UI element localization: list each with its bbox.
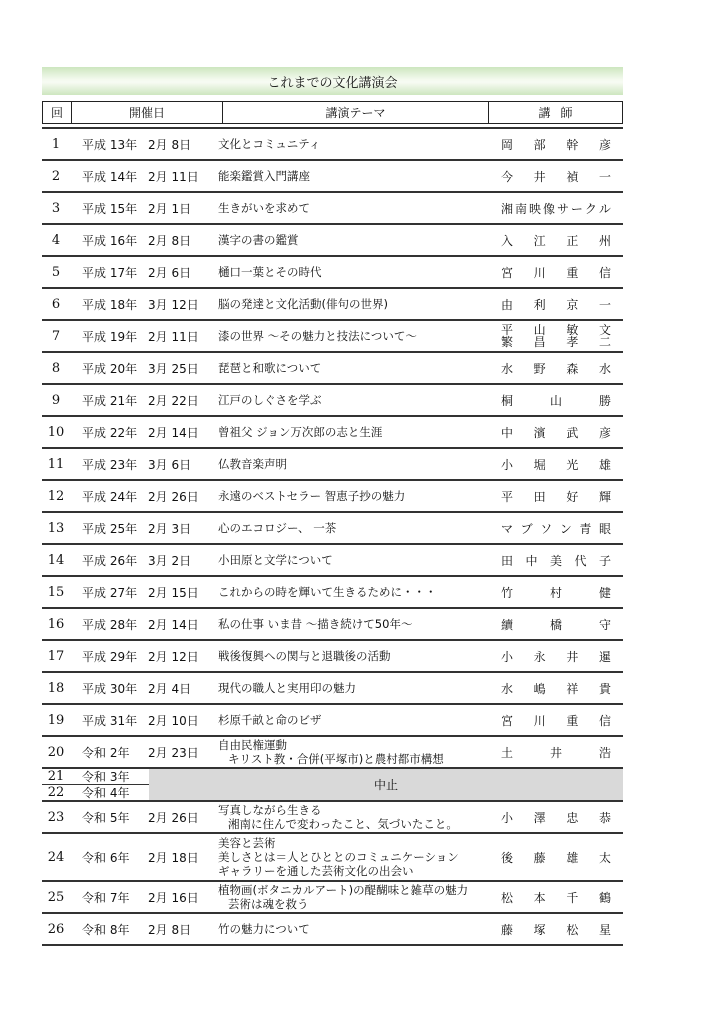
table-row	[42, 351, 623, 383]
lecturer-char: 輝	[598, 489, 611, 504]
page-title: これまでの文化講演会	[42, 67, 623, 95]
lecturer-char: 千	[566, 890, 579, 905]
row-year: 平成 19年	[82, 329, 138, 344]
row-date: 2月 23日	[148, 745, 199, 760]
lecturer-char: 藤	[533, 850, 546, 865]
theme-line: 漆の世界 ～その魅力と技法について～	[218, 329, 417, 343]
lecturer-char: 敏	[566, 323, 579, 337]
lecturer-char: ブ	[520, 521, 533, 536]
row-number: 8	[51, 360, 61, 376]
lecturer-char: 今	[501, 169, 514, 184]
table-row	[42, 319, 623, 351]
row-theme	[218, 883, 501, 911]
row-year: 令和 4年	[82, 786, 130, 800]
row-year: 令和 6年	[82, 850, 130, 865]
row-number: 23	[47, 809, 65, 825]
row-number: 15	[47, 584, 65, 600]
lecturer-line	[501, 336, 611, 348]
lecturer-char: 雄	[566, 850, 579, 865]
lecturer-char: 橋	[549, 617, 562, 632]
row-year: 平成 22年	[82, 425, 138, 440]
lecturer-char: 水	[598, 361, 611, 376]
lecturer-char: 澤	[533, 810, 546, 825]
row-date: 2月 6日	[148, 265, 192, 280]
table-row	[42, 832, 623, 880]
lecturer-char: 續	[501, 617, 514, 632]
lecturer-char: 鶴	[598, 890, 611, 905]
row-date: 2月 18日	[148, 850, 199, 865]
lecturer-char: 幹	[566, 137, 579, 152]
theme-line: 琵琶と和歌について	[218, 361, 322, 375]
row-theme	[218, 457, 501, 471]
lecturer-char: 藤	[501, 922, 514, 937]
row-year: 令和 5年	[82, 810, 130, 825]
theme-line: 美容と芸術	[218, 836, 276, 850]
row-lecturer	[501, 136, 623, 153]
lecturer-char: 利	[533, 297, 546, 312]
row-year: 平成 30年	[82, 681, 138, 696]
row-year: 平成 14年	[82, 169, 138, 184]
row-theme	[218, 521, 501, 535]
theme-line: 漢字の書の鑑賞	[218, 233, 299, 247]
lecturer-char: 彦	[598, 137, 611, 152]
theme-line: 文化とコミュニティ	[218, 137, 321, 151]
table-header	[42, 101, 623, 124]
row-date: 3月 12日	[148, 297, 199, 312]
row-lecturer	[501, 616, 623, 633]
row-number: 24	[47, 849, 65, 865]
lecturer-char: 眼	[598, 521, 611, 536]
row-number: 17	[47, 648, 65, 664]
lecturer-char: 昌	[533, 335, 546, 349]
row-lecturer	[501, 552, 623, 569]
row-theme	[218, 681, 501, 695]
table-row	[42, 511, 623, 543]
row-number: 14	[47, 552, 65, 568]
row-year: 令和 7年	[82, 890, 130, 905]
cancelled-label: 中止	[149, 769, 623, 800]
table-row	[42, 287, 623, 319]
lecturer-char: 浩	[598, 745, 611, 760]
lecturer-char: 太	[598, 850, 611, 865]
table-row	[42, 127, 623, 159]
row-number: 21	[47, 769, 65, 784]
lecturer-char: 湘	[501, 201, 514, 216]
theme-line: 戦後復興への関与と退職後の活動	[218, 649, 391, 663]
row-number: 10	[47, 424, 65, 440]
lecturer-char: 武	[566, 425, 579, 440]
row-number: 11	[47, 456, 65, 472]
lecturer-char: 中	[501, 425, 514, 440]
lecturer-char: 子	[598, 553, 611, 568]
table-row	[42, 912, 623, 946]
table-row	[42, 607, 623, 639]
theme-line: 現代の職人と実用印の魅力	[218, 681, 356, 695]
theme-line: 竹の魅力について	[218, 922, 310, 936]
table-row	[42, 479, 623, 511]
lecturer-char: 健	[598, 585, 611, 600]
row-year: 平成 23年	[82, 457, 138, 472]
table-row	[42, 415, 623, 447]
lecturer-char: 田	[501, 553, 514, 568]
table-row	[42, 543, 623, 575]
lecturer-char: 勝	[598, 393, 611, 408]
lecturer-char: 繁	[501, 335, 514, 349]
row-year: 平成 27年	[82, 585, 138, 600]
row-lecturer	[501, 264, 623, 281]
lecturer-char: 重	[566, 265, 579, 280]
row-year: 平成 18年	[82, 297, 138, 312]
lecturer-char: 岡	[501, 137, 514, 152]
row-lecturer	[501, 648, 623, 665]
table-row	[42, 671, 623, 703]
row-theme	[218, 201, 501, 215]
lecturer-char: 井	[566, 649, 579, 664]
lecturer-char: 映	[528, 201, 541, 216]
lecturer-char: 貴	[598, 681, 611, 696]
cancelled-years	[42, 769, 149, 800]
row-year: 平成 25年	[82, 521, 138, 536]
theme-line: 芸術は魂を救う	[228, 897, 309, 911]
theme-line: 仏教音楽声明	[218, 457, 287, 471]
lecturer-char: 彦	[598, 425, 611, 440]
row-number: 19	[47, 712, 65, 728]
lecturer-char: 恭	[598, 810, 611, 825]
row-lecturer	[501, 921, 623, 938]
lecturer-char: 忠	[566, 810, 579, 825]
row-date: 2月 26日	[148, 489, 199, 504]
lecturer-char: 由	[501, 297, 514, 312]
row-year: 令和 8年	[82, 922, 130, 937]
row-lecturer	[501, 488, 623, 505]
lecturer-char: 雄	[598, 457, 611, 472]
row-date: 2月 8日	[148, 922, 192, 937]
theme-line: 曾祖父 ジョン万次郎の志と生涯	[218, 425, 383, 439]
lecturer-char: ル	[598, 201, 611, 216]
row-number: 18	[47, 680, 65, 696]
row-theme	[218, 803, 501, 831]
row-date: 2月 11日	[148, 169, 199, 184]
lecturer-char: 永	[533, 649, 546, 664]
row-lecturer	[501, 200, 623, 217]
row-lecturer	[501, 744, 623, 761]
row-date: 2月 26日	[148, 810, 199, 825]
row-theme	[218, 297, 501, 311]
row-theme	[218, 233, 501, 247]
theme-line: キリスト教・合併(平塚市)と農村都市構想	[228, 752, 444, 766]
theme-line: 湘南に住んで変わったこと、気づいたこと。	[228, 817, 458, 831]
lecturer-char: 平	[501, 489, 514, 504]
lecturer-char: 小	[501, 457, 514, 472]
lecturer-char: 南	[514, 201, 527, 216]
lecturer-char: 孝	[566, 335, 579, 349]
row-year: 平成 13年	[82, 137, 138, 152]
row-theme	[218, 361, 501, 375]
lecturer-char: 禎	[566, 169, 579, 184]
table-row	[42, 639, 623, 671]
row-year: 平成 15年	[82, 201, 138, 216]
table-row	[42, 769, 149, 784]
row-date: 3月 2日	[148, 553, 192, 568]
table-row	[42, 447, 623, 479]
row-theme	[218, 713, 501, 727]
lecturer-char: 宮	[501, 713, 514, 728]
row-date: 2月 8日	[148, 233, 192, 248]
theme-line: これからの時を輝いて生きるために・・・	[218, 585, 437, 599]
lecturer-char: 小	[501, 649, 514, 664]
lecturer-char: 川	[533, 265, 546, 280]
row-lecturer	[501, 520, 623, 537]
row-theme	[218, 836, 501, 878]
lecturer-char: 青	[579, 521, 592, 536]
row-theme	[218, 425, 501, 439]
theme-line: 生きがいを求めて	[218, 201, 310, 215]
row-theme	[218, 585, 501, 599]
lecturer-char: 中	[525, 553, 538, 568]
lecturer-char: 水	[501, 361, 514, 376]
lecturer-char: 井	[549, 745, 562, 760]
row-number: 7	[51, 328, 61, 344]
table-row	[42, 703, 623, 735]
row-date: 2月 14日	[148, 425, 199, 440]
row-date: 2月 4日	[148, 681, 192, 696]
lecturer-char: 桐	[501, 393, 514, 408]
lecturer-char: 森	[566, 361, 579, 376]
row-theme	[218, 393, 501, 407]
lecturer-char: 光	[566, 457, 579, 472]
lecturer-char: 水	[501, 681, 514, 696]
lecturer-char: 入	[501, 233, 514, 248]
theme-line: 自由民権運動	[218, 738, 287, 752]
row-number: 3	[51, 200, 61, 216]
theme-line: 小田原と文学について	[218, 553, 333, 567]
row-date: 2月 12日	[148, 649, 199, 664]
lecturer-char: ソ	[540, 521, 553, 536]
theme-line: ギャラリーを通した芸術文化の出会い	[218, 864, 414, 878]
row-theme	[218, 553, 501, 567]
lecturer-char: 松	[501, 890, 514, 905]
lecturer-char: 重	[566, 713, 579, 728]
row-date: 3月 6日	[148, 457, 192, 472]
row-date: 2月 11日	[148, 329, 199, 344]
theme-line: 美しさとは＝人とひととのコミュニケーション	[218, 850, 459, 864]
lecturer-char: 山	[533, 323, 546, 337]
lecturer-char: 村	[549, 585, 562, 600]
row-year: 平成 21年	[82, 393, 138, 408]
lecturer-char: 竹	[501, 585, 514, 600]
row-number: 26	[47, 921, 65, 937]
table-row	[42, 575, 623, 607]
lecturer-char: 川	[533, 713, 546, 728]
row-year: 令和 3年	[82, 770, 130, 784]
theme-line: 写真しながら生きる	[218, 803, 322, 817]
lecturer-char: 堀	[533, 457, 546, 472]
lecturer-char: 小	[501, 810, 514, 825]
row-date: 2月 10日	[148, 713, 199, 728]
lecturer-char: 二	[598, 335, 611, 349]
row-theme	[218, 489, 501, 503]
row-number: 5	[51, 264, 61, 280]
header-lecturer: 講師	[538, 106, 583, 120]
lecturer-line	[501, 324, 611, 336]
row-date: 2月 22日	[148, 393, 199, 408]
row-year: 平成 26年	[82, 553, 138, 568]
row-number: 16	[47, 616, 65, 632]
row-number: 9	[51, 392, 61, 408]
theme-line: 樋口一葉とその時代	[218, 265, 322, 279]
table-row	[42, 383, 623, 415]
lecturer-char: 正	[566, 233, 579, 248]
header-date: 開催日	[72, 102, 223, 123]
row-date: 2月 14日	[148, 617, 199, 632]
lecturer-char: 像	[542, 201, 555, 216]
row-theme	[218, 649, 501, 663]
lecturer-char: サ	[556, 201, 569, 216]
row-date: 2月 8日	[148, 137, 192, 152]
lecturer-char: 山	[549, 393, 562, 408]
lecturer-char: 部	[533, 137, 546, 152]
lecturer-char: 暹	[598, 649, 611, 664]
row-lecturer	[501, 889, 623, 906]
lecturer-char: 野	[533, 361, 546, 376]
row-lecturer	[501, 168, 623, 185]
row-lecturer	[501, 232, 623, 249]
row-theme	[218, 738, 501, 766]
lecturer-char: ー	[570, 201, 583, 216]
row-date: 2月 3日	[148, 521, 192, 536]
table-row	[42, 159, 623, 191]
lecturer-char: 土	[501, 745, 514, 760]
row-number: 22	[47, 785, 65, 800]
row-year: 平成 28年	[82, 617, 138, 632]
table-row	[42, 255, 623, 287]
row-number: 2	[51, 168, 61, 184]
row-lecturer	[501, 712, 623, 729]
lecturer-char: 一	[598, 297, 611, 312]
row-lecturer	[501, 809, 623, 826]
lecturer-char: 平	[501, 323, 514, 337]
row-theme	[218, 617, 501, 631]
row-year: 平成 29年	[82, 649, 138, 664]
lecturer-char: 塚	[533, 922, 546, 937]
theme-line: 脳の発達と文化活動(俳句の世界)	[218, 297, 388, 311]
row-lecturer	[501, 680, 623, 697]
lecturer-char: 代	[574, 553, 587, 568]
row-number: 12	[47, 488, 65, 504]
lecturer-char: 一	[598, 169, 611, 184]
theme-line: 永遠のベストセラー 智恵子抄の魅力	[218, 489, 406, 503]
row-lecturer	[501, 584, 623, 601]
lecturer-char: ン	[559, 521, 572, 536]
lecturer-char: 江	[533, 233, 546, 248]
row-theme	[218, 329, 501, 343]
row-date: 3月 25日	[148, 361, 199, 376]
row-date: 2月 15日	[148, 585, 199, 600]
lecturer-char: 守	[598, 617, 611, 632]
row-lecturer	[501, 392, 623, 409]
row-lecturer	[501, 849, 623, 866]
row-number: 13	[47, 520, 65, 536]
table-row	[42, 784, 149, 800]
row-year: 平成 20年	[82, 361, 138, 376]
lecturer-char: 濱	[533, 425, 546, 440]
table-row	[42, 880, 623, 912]
row-number: 20	[47, 744, 65, 760]
lecturer-char: 田	[533, 489, 546, 504]
row-number: 25	[47, 889, 65, 905]
lecturer-char: 信	[598, 713, 611, 728]
lecturer-char: 京	[566, 297, 579, 312]
row-number: 6	[51, 296, 61, 312]
row-theme	[218, 922, 501, 936]
header-theme: 講演テーマ	[223, 102, 489, 123]
lecturer-char: 松	[566, 922, 579, 937]
lecturer-char: 祥	[566, 681, 579, 696]
lecturer-char: 好	[566, 489, 579, 504]
table-row	[42, 191, 623, 223]
cancelled-rows	[42, 767, 623, 800]
row-year: 平成 17年	[82, 265, 138, 280]
row-year: 平成 31年	[82, 713, 138, 728]
lecture-table	[42, 127, 623, 946]
theme-line: 江戸のしぐさを学ぶ	[218, 393, 322, 407]
lecturer-char: 後	[501, 850, 514, 865]
row-lecturer	[501, 360, 623, 377]
table-row	[42, 735, 623, 767]
lecturer-char: マ	[501, 521, 514, 536]
header-no: 回	[43, 102, 72, 123]
theme-line: 能楽鑑賞入門講座	[218, 169, 310, 183]
row-year: 平成 24年	[82, 489, 138, 504]
row-theme	[218, 265, 501, 279]
row-lecturer	[501, 424, 623, 441]
lecturer-char: ク	[584, 201, 597, 216]
row-lecturer	[501, 324, 623, 348]
theme-line: 植物画(ボタニカルアート)の醍醐味と雑草の魅力	[218, 883, 469, 897]
row-year: 平成 16年	[82, 233, 138, 248]
lecturer-char: 文	[598, 323, 611, 337]
lecturer-char: 本	[533, 890, 546, 905]
row-year: 令和 2年	[82, 745, 130, 760]
lecturer-char: 美	[549, 553, 562, 568]
lecturer-char: 州	[598, 233, 611, 248]
table-row	[42, 223, 623, 255]
row-number: 1	[51, 136, 61, 152]
row-date: 2月 1日	[148, 201, 192, 216]
theme-line: 心のエコロジー、 一茶	[218, 521, 337, 535]
row-number: 4	[51, 232, 61, 248]
row-theme	[218, 169, 501, 183]
theme-line: 杉原千畝と命のビザ	[218, 713, 322, 727]
lecturer-char: 信	[598, 265, 611, 280]
row-date: 2月 16日	[148, 890, 199, 905]
row-lecturer	[501, 456, 623, 473]
table-row	[42, 800, 623, 832]
lecturer-char: 嶋	[533, 681, 546, 696]
lecturer-char: 井	[533, 169, 546, 184]
lecturer-char: 星	[598, 922, 611, 937]
theme-line: 私の仕事 いま昔 ～描き続けて50年～	[218, 617, 413, 631]
row-theme	[218, 137, 501, 151]
row-lecturer	[501, 296, 623, 313]
lecturer-char: 宮	[501, 265, 514, 280]
